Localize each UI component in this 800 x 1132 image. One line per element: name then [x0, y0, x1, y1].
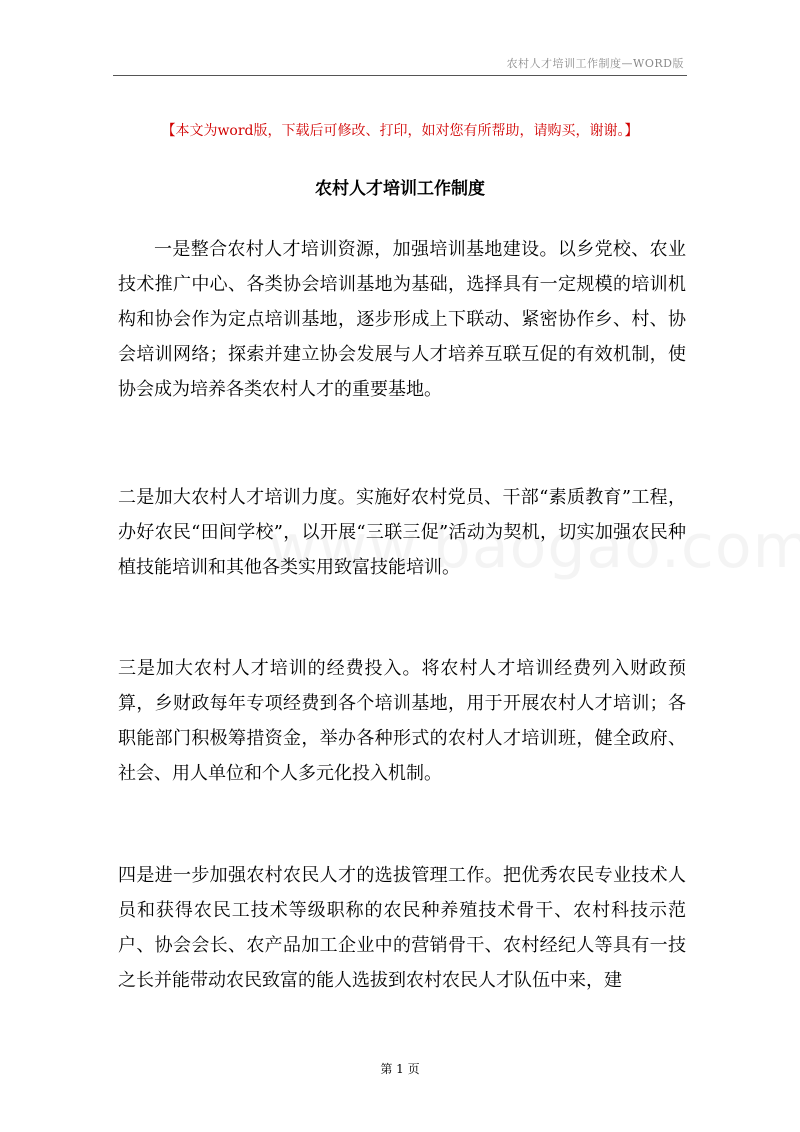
download-notice: 【本文为word版，下载后可修改、打印，如对您有所帮助，请购买，谢谢。】 — [161, 123, 639, 139]
header-divider — [113, 75, 687, 76]
running-header: 农村人才培训工作制度—WORD版 — [506, 57, 684, 70]
paragraph-4: 四是进一步加强农村农民人才的选拔管理工作。把优秀农民专业技术人员和获得农民工技术等级职称的农民种养殖技术骨干、农村科技示范户、协会会长、农产品加工企业中的营销骨干、农村经纪人等具有一技之长并能带动农民致富的能人选拔到农村农民人才队伍中来，建 — [118, 865, 686, 991]
document-title: 农村人才培训工作制度 — [315, 179, 485, 199]
paragraph-3: 三是加大农村人才培训的经费投入。将农村人才培训经费列入财政预算，乡财政每年专项经费到各个培训基地，用于开展农村人才培训；各职能部门积极筹措资金，举办各种形式的农村人才培训班，健全政府、社会、用人单位和个人多元化投入机制。 — [118, 658, 686, 784]
page-number: 第 1 页 — [380, 1062, 420, 1076]
paragraph-1: 一是整合农村人才培训资源，加强培训基地建设。以乡党校、农业技术推广中心、各类协会培训基地为基础，选择具有一定规模的培训机构和协会作为定点培训基地，逐步形成上下联动、紧密协作乡、村、协会培训网络；探索并建立协会发展与人才培养互联互促的有效机制，使协会成为培养各类农村人才的重要基地。 — [118, 239, 686, 400]
paragraph-2: 二是加大农村人才培训力度。实施好农村党员、干部“素质教育”工程，办好农民“田间学校”，以开展“三联三促”活动为契机，切实加强农民种植技能培训和其他各类实用致富技能培训。 — [118, 487, 686, 578]
